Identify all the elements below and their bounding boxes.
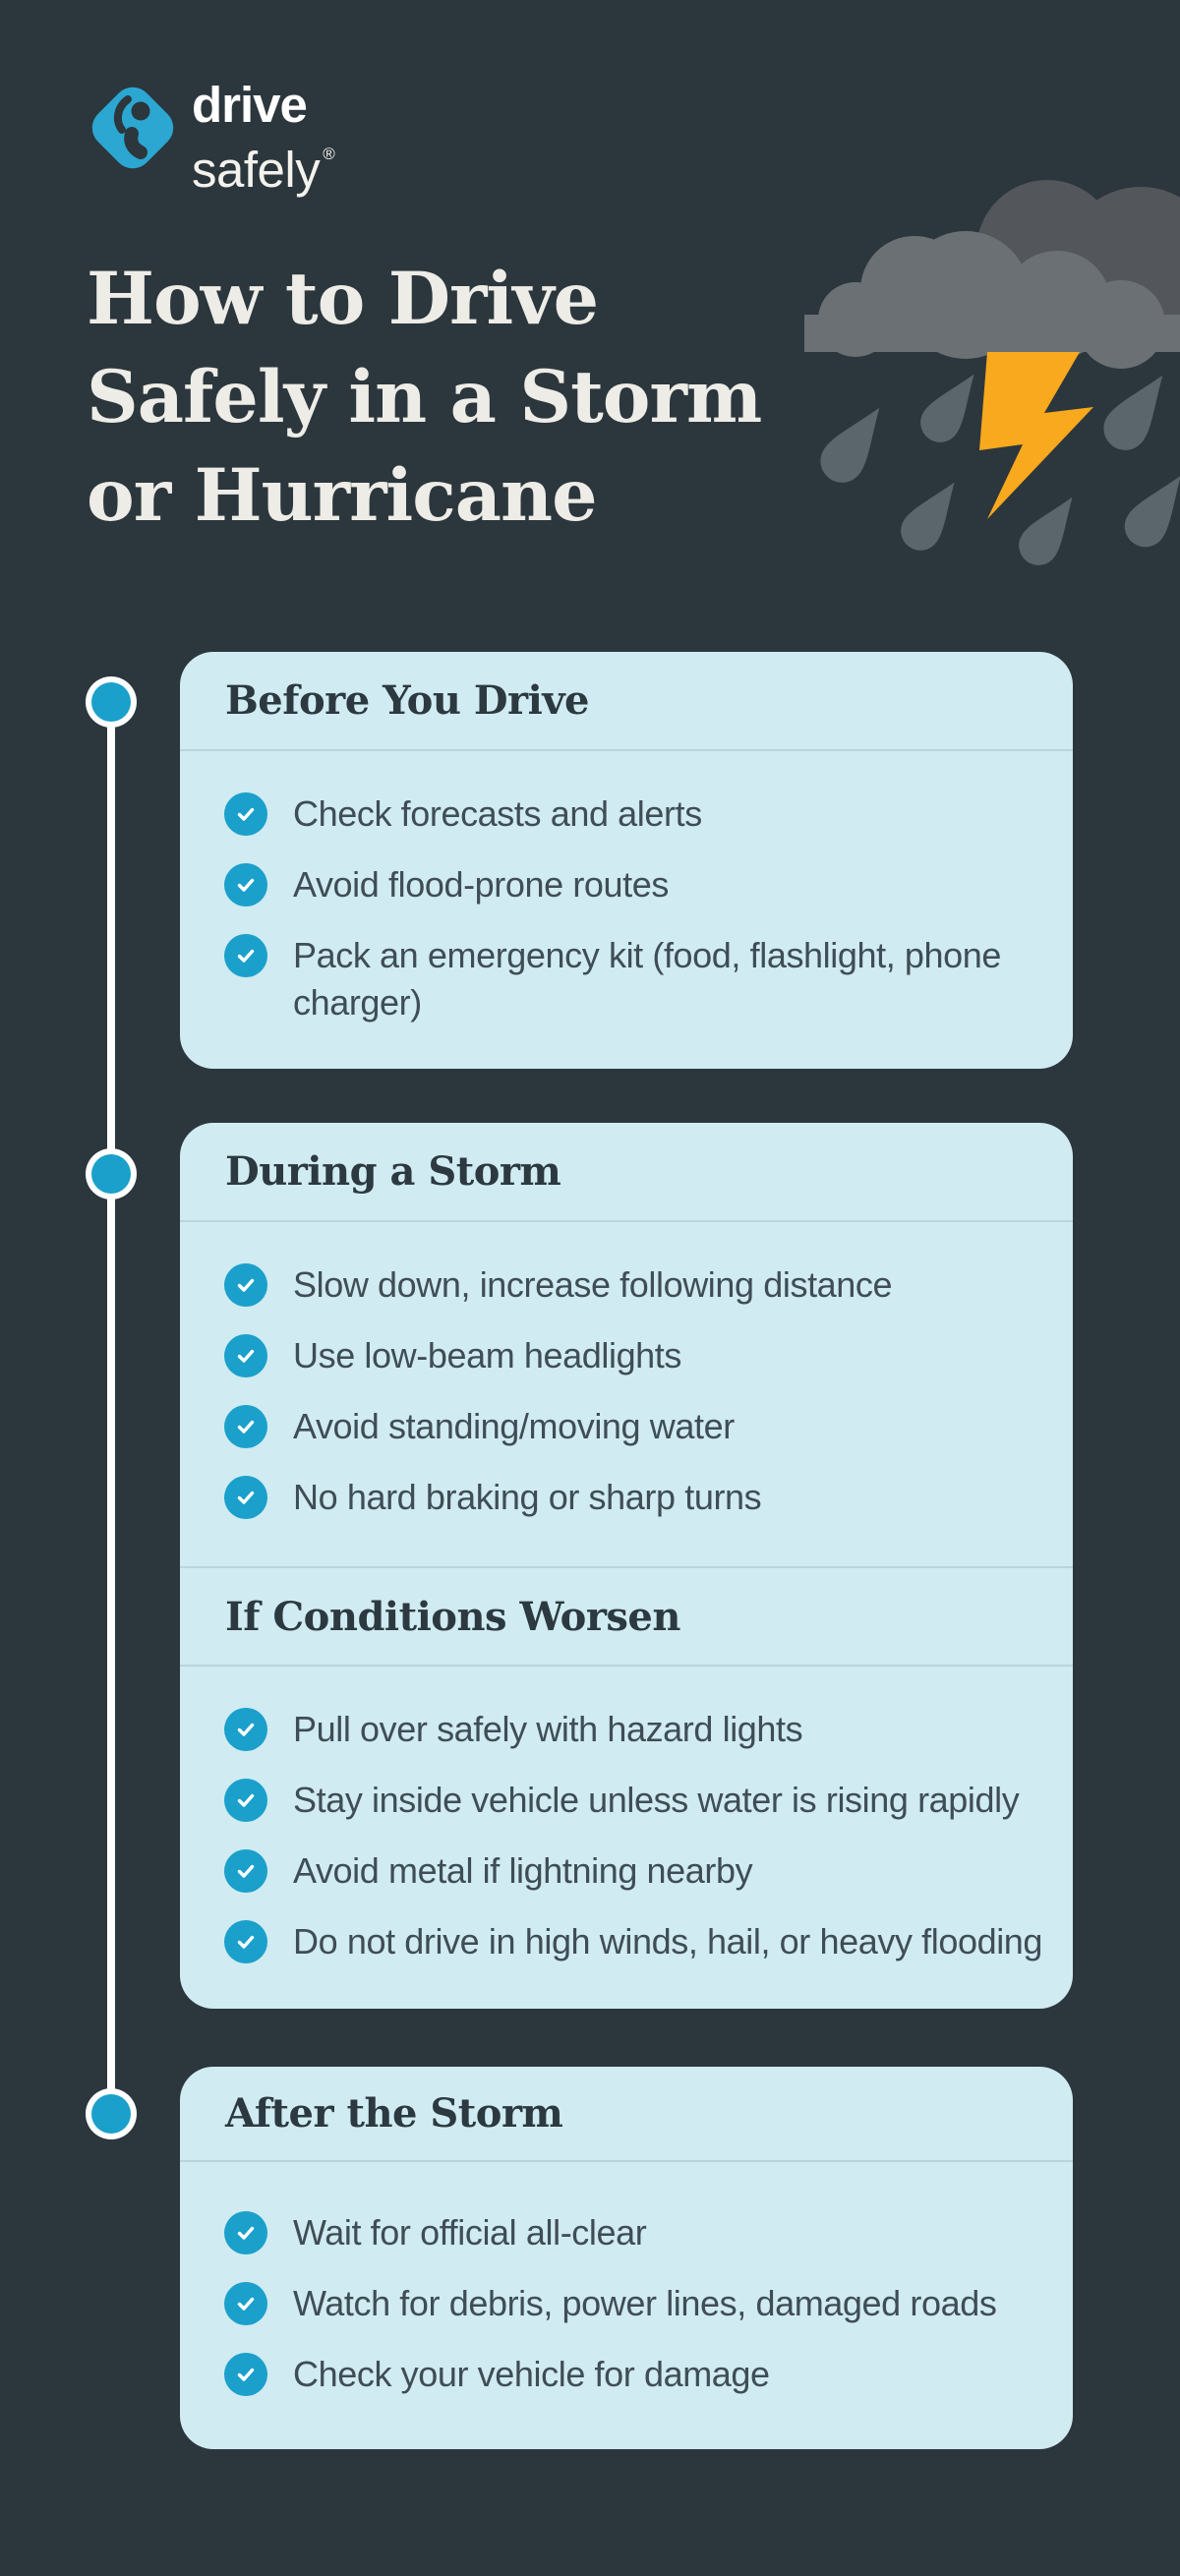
check-icon	[224, 934, 267, 977]
checklist-item	[224, 2209, 1073, 2256]
checklist-item-text: Use low-beam headlights	[293, 1335, 682, 1376]
checklist-item	[224, 1261, 1073, 1309]
raindrop-icon	[1095, 363, 1180, 458]
brand-logo	[84, 77, 335, 198]
raindrop-icon	[893, 471, 971, 557]
checklist-item-text: Stay inside vehicle unless water is rising rapidly	[293, 1780, 1020, 1820]
timeline-node-dot	[91, 2094, 131, 2134]
timeline-node-dot	[91, 682, 131, 722]
check-icon	[224, 792, 267, 836]
check-icon	[224, 1920, 267, 1963]
timeline-node-2	[86, 1148, 137, 1200]
timeline-line	[107, 702, 115, 2115]
timeline-node-1	[86, 676, 137, 728]
check-icon	[224, 863, 267, 907]
checklist	[180, 2162, 1073, 2398]
checklist-item	[224, 2351, 1073, 2398]
card-title: Before You Drive	[180, 652, 1073, 751]
checklist-item-text: Avoid metal if lightning nearby	[293, 1850, 753, 1891]
checklist-item	[224, 1474, 1073, 1521]
card-subsection-title: If Conditions Worsen	[180, 1566, 1073, 1667]
check-icon	[224, 2282, 267, 2325]
raindrop-icon	[812, 395, 898, 491]
checklist-item	[224, 1403, 1073, 1450]
checklist-item	[224, 1777, 1073, 1824]
checklist-item	[224, 1918, 1073, 1965]
checklist-item-text: Pull over safely with hazard lights	[293, 1709, 803, 1749]
check-icon	[224, 1476, 267, 1519]
checklist-item	[224, 1847, 1073, 1895]
lightning-bolt-icon	[979, 352, 1093, 519]
checklist	[180, 1667, 1073, 1965]
drive-safely-logo-icon	[84, 79, 182, 177]
check-icon	[224, 1334, 267, 1377]
raindrop-icon	[1117, 464, 1180, 556]
check-icon	[224, 1708, 267, 1751]
page-title-line-2: Safely in a Storm	[87, 355, 762, 439]
card-title: During a Storm	[180, 1123, 1073, 1222]
registered-trademark: ®	[323, 145, 335, 163]
checklist-item	[224, 790, 1073, 838]
storm-illustration	[787, 167, 1180, 590]
checklist-item	[224, 2280, 1073, 2327]
page-title-line-1: How to Drive	[87, 257, 599, 341]
check-icon	[224, 1849, 267, 1893]
timeline-node-dot	[91, 1154, 131, 1194]
checklist-item	[224, 1706, 1073, 1753]
raindrop-icon	[913, 363, 990, 449]
checklist-item-text: Avoid standing/moving water	[293, 1406, 735, 1446]
checklist-item-text: Do not drive in high winds, hail, or heavy flooding	[293, 1921, 1043, 1961]
raindrop-icon	[1011, 486, 1089, 572]
checklist-item	[224, 932, 1073, 1026]
timeline-node-3	[86, 2088, 137, 2139]
checklist-item-text: Check your vehicle for damage	[293, 2354, 770, 2394]
card-after-the-storm	[180, 2067, 1073, 2449]
checklist-item-text: Pack an emergency kit (food, flashlight, phone charger)	[293, 935, 1002, 1023]
page-title	[87, 250, 761, 545]
card-before-you-drive	[180, 652, 1073, 1069]
checklist-item-text: Watch for debris, power lines, damaged roads	[293, 2283, 997, 2323]
page-title-line-3: or Hurricane	[87, 453, 597, 538]
check-icon	[224, 2353, 267, 2396]
checklist-item-text: No hard braking or sharp turns	[293, 1477, 762, 1517]
brand-name-top: drive	[192, 77, 307, 133]
checklist	[180, 751, 1073, 1026]
checklist-item-text: Wait for official all-clear	[293, 2212, 647, 2253]
checklist-item-text: Avoid flood-prone routes	[293, 864, 669, 905]
check-icon	[224, 2211, 267, 2254]
checklist-item-text: Check forecasts and alerts	[293, 793, 702, 834]
checklist-item	[224, 1332, 1073, 1379]
check-icon	[224, 1779, 267, 1822]
checklist-item-text: Slow down, increase following distance	[293, 1264, 893, 1305]
check-icon	[224, 1263, 267, 1307]
check-icon	[224, 1405, 267, 1448]
checklist	[180, 1222, 1073, 1521]
card-during-a-storm	[180, 1123, 1073, 2009]
brand-name-bottom-text: safely	[192, 142, 321, 198]
checklist-item	[224, 861, 1073, 908]
brand-logo-text	[192, 77, 335, 198]
card-title: After the Storm	[180, 2067, 1073, 2162]
brand-name-bottom	[192, 130, 335, 198]
